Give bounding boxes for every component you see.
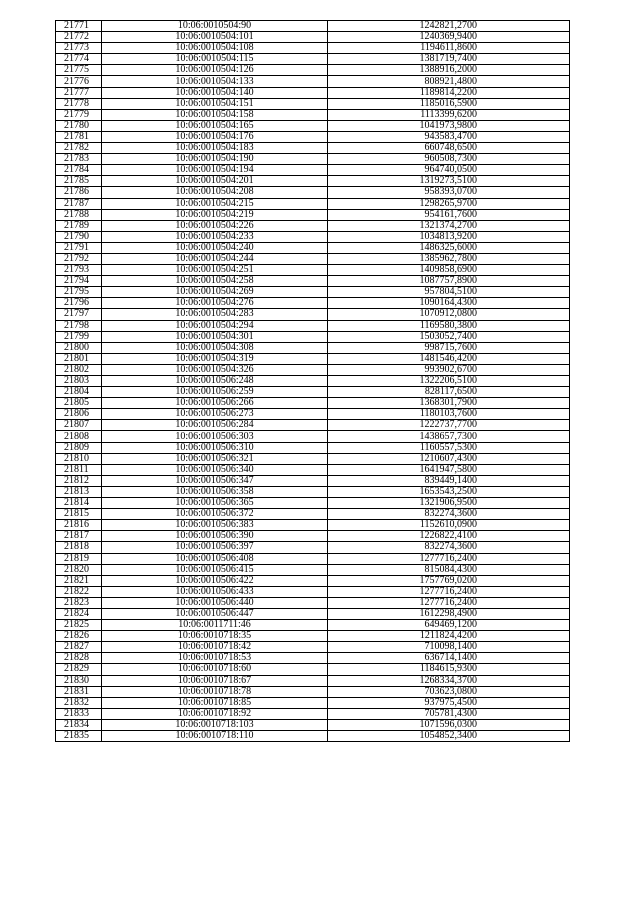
cadastral-number-cell: 10:06:0010506:273 [102,409,328,420]
value-cell: 957804,5100 [328,287,570,298]
value-cell: 1319273,5100 [328,176,570,187]
cadastral-number-cell: 10:06:0010506:347 [102,475,328,486]
cadastral-number-cell: 10:06:0010504:194 [102,165,328,176]
cadastral-number-cell: 10:06:0010504:115 [102,54,328,65]
value-cell: 1071596,0300 [328,719,570,730]
value-cell: 660748,6500 [328,143,570,154]
row-number-cell: 21826 [56,631,102,642]
row-number-cell: 21801 [56,353,102,364]
table-row [56,431,570,442]
row-number-cell: 21825 [56,620,102,631]
table-row [56,131,570,142]
row-number-cell: 21806 [56,409,102,420]
table-row [56,231,570,242]
value-cell: 1222737,7700 [328,420,570,431]
row-number-cell: 21803 [56,376,102,387]
table-row [56,287,570,298]
cadastral-number-cell: 10:06:0010504:251 [102,265,328,276]
row-number-cell: 21812 [56,475,102,486]
cadastral-number-cell: 10:06:0010504:244 [102,253,328,264]
table-row [56,597,570,608]
cadastral-number-cell: 10:06:0010504:158 [102,109,328,120]
table-row [56,209,570,220]
value-cell: 964740,0500 [328,165,570,176]
cadastral-number-cell: 10:06:0010504:90 [102,21,328,32]
value-cell: 1388916,2000 [328,65,570,76]
cadastral-number-cell: 10:06:0010504:183 [102,143,328,154]
cadastral-number-cell: 10:06:0010504:208 [102,187,328,198]
value-cell: 1653543,2500 [328,486,570,497]
table-row [56,442,570,453]
value-cell: 1486325,6000 [328,242,570,253]
value-cell: 1180103,7600 [328,409,570,420]
table-row [56,697,570,708]
row-number-cell: 21780 [56,120,102,131]
cadastral-number-cell: 10:06:0010504:319 [102,353,328,364]
row-number-cell: 21805 [56,398,102,409]
table-row [56,542,570,553]
row-number-cell: 21822 [56,586,102,597]
row-number-cell: 21794 [56,276,102,287]
cadastral-number-cell: 10:06:0010718:78 [102,686,328,697]
data-table [55,20,570,742]
value-cell: 1298265,9700 [328,198,570,209]
cadastral-number-cell: 10:06:0010506:397 [102,542,328,553]
row-number-cell: 21779 [56,109,102,120]
table-row [56,631,570,642]
row-number-cell: 21817 [56,531,102,542]
table-row [56,531,570,542]
table-row [56,486,570,497]
table-row [56,664,570,675]
row-number-cell: 21777 [56,87,102,98]
table-row [56,498,570,509]
table-row [56,342,570,353]
row-number-cell: 21775 [56,65,102,76]
value-cell: 703623,0800 [328,686,570,697]
cadastral-number-cell: 10:06:0010504:126 [102,65,328,76]
cadastral-number-cell: 10:06:0010506:310 [102,442,328,453]
row-number-cell: 21819 [56,553,102,564]
table-row [56,43,570,54]
row-number-cell: 21795 [56,287,102,298]
value-cell: 1041973,9800 [328,120,570,131]
cadastral-number-cell: 10:06:0010504:226 [102,220,328,231]
value-cell: 1152610,0900 [328,520,570,531]
row-number-cell: 21816 [56,520,102,531]
cadastral-number-cell: 10:06:0010718:67 [102,675,328,686]
row-number-cell: 21831 [56,686,102,697]
value-cell: 1211824,4200 [328,631,570,642]
value-cell: 1034813,9200 [328,231,570,242]
row-number-cell: 21833 [56,708,102,719]
cadastral-number-cell: 10:06:0010506:365 [102,498,328,509]
row-number-cell: 21796 [56,298,102,309]
row-number-cell: 21772 [56,32,102,43]
table-row [56,165,570,176]
table-row [56,65,570,76]
row-number-cell: 21818 [56,542,102,553]
table-row [56,309,570,320]
cadastral-number-cell: 10:06:0010504:301 [102,331,328,342]
cadastral-number-cell: 10:06:0010504:308 [102,342,328,353]
table-row [56,642,570,653]
row-number-cell: 21782 [56,143,102,154]
table-row [56,553,570,564]
row-number-cell: 21804 [56,387,102,398]
row-number-cell: 21790 [56,231,102,242]
row-number-cell: 21784 [56,165,102,176]
table-row [56,353,570,364]
value-cell: 1185016,5900 [328,98,570,109]
cadastral-number-cell: 10:06:0010506:248 [102,376,328,387]
row-number-cell: 21800 [56,342,102,353]
table-row [56,143,570,154]
row-number-cell: 21791 [56,242,102,253]
table-row [56,253,570,264]
row-number-cell: 21821 [56,575,102,586]
cadastral-number-cell: 10:06:0010506:266 [102,398,328,409]
value-cell: 705781,4300 [328,708,570,719]
value-cell: 1641947,5800 [328,464,570,475]
row-number-cell: 21813 [56,486,102,497]
cadastral-number-cell: 10:06:0010506:284 [102,420,328,431]
table-row [56,120,570,131]
cadastral-number-cell: 10:06:0010718:53 [102,653,328,664]
value-cell: 828117,6500 [328,387,570,398]
table-row [56,653,570,664]
row-number-cell: 21835 [56,731,102,742]
cadastral-number-cell: 10:06:0010506:340 [102,464,328,475]
row-number-cell: 21774 [56,54,102,65]
cadastral-number-cell: 10:06:0010506:259 [102,387,328,398]
row-number-cell: 21793 [56,265,102,276]
value-cell: 1409858,6900 [328,265,570,276]
cadastral-number-cell: 10:06:0010504:133 [102,76,328,87]
table-row [56,686,570,697]
table-row [56,586,570,597]
cadastral-number-cell: 10:06:0010718:60 [102,664,328,675]
cadastral-number-cell: 10:06:0010506:390 [102,531,328,542]
table-row [56,364,570,375]
value-cell: 636714,1400 [328,653,570,664]
cadastral-number-cell: 10:06:0010504:108 [102,43,328,54]
table-row [56,409,570,420]
table-row [56,154,570,165]
cadastral-number-cell: 10:06:0010506:358 [102,486,328,497]
value-cell: 937975,4500 [328,697,570,708]
table-row [56,276,570,287]
table-row [56,265,570,276]
cadastral-number-cell: 10:06:0010718:42 [102,642,328,653]
row-number-cell: 21829 [56,664,102,675]
row-number-cell: 21811 [56,464,102,475]
value-cell: 1321906,9500 [328,498,570,509]
value-cell: 1368301,7900 [328,398,570,409]
table-row [56,398,570,409]
table-row [56,220,570,231]
value-cell: 815084,4300 [328,564,570,575]
cadastral-number-cell: 10:06:0010504:151 [102,98,328,109]
row-number-cell: 21815 [56,509,102,520]
cadastral-number-cell: 10:06:0010504:269 [102,287,328,298]
row-number-cell: 21798 [56,320,102,331]
value-cell: 1189814,2200 [328,87,570,98]
cadastral-number-cell: 10:06:0010506:447 [102,608,328,619]
table-row [56,731,570,742]
table-row [56,109,570,120]
table-row [56,564,570,575]
table-row [56,575,570,586]
value-cell: 943583,4700 [328,131,570,142]
table-row [56,32,570,43]
value-cell: 1321374,2700 [328,220,570,231]
value-cell: 832274,3600 [328,509,570,520]
value-cell: 1070912,0800 [328,309,570,320]
value-cell: 1194611,8600 [328,43,570,54]
cadastral-number-cell: 10:06:0010506:440 [102,597,328,608]
table-row [56,608,570,619]
value-cell: 1438657,7300 [328,431,570,442]
value-cell: 1113399,6200 [328,109,570,120]
table-row [56,176,570,187]
cadastral-number-cell: 10:06:0010718:92 [102,708,328,719]
cadastral-number-cell: 10:06:0010504:233 [102,231,328,242]
cadastral-number-cell: 10:06:0011711:46 [102,620,328,631]
table-row [56,453,570,464]
cadastral-number-cell: 10:06:0010506:433 [102,586,328,597]
cadastral-number-cell: 10:06:0010506:372 [102,509,328,520]
value-cell: 954161,7600 [328,209,570,220]
cadastral-number-cell: 10:06:0010504:326 [102,364,328,375]
table-row [56,331,570,342]
cadastral-number-cell: 10:06:0010504:240 [102,242,328,253]
row-number-cell: 21809 [56,442,102,453]
row-number-cell: 21785 [56,176,102,187]
row-number-cell: 21781 [56,131,102,142]
row-number-cell: 21786 [56,187,102,198]
value-cell: 1090164,4300 [328,298,570,309]
table-row [56,464,570,475]
value-cell: 1612298,4900 [328,608,570,619]
value-cell: 1226822,4100 [328,531,570,542]
value-cell: 1210607,4300 [328,453,570,464]
table-row [56,509,570,520]
value-cell: 1054852,3400 [328,731,570,742]
cadastral-number-cell: 10:06:0010504:294 [102,320,328,331]
value-cell: 832274,3600 [328,542,570,553]
cadastral-number-cell: 10:06:0010504:101 [102,32,328,43]
cadastral-number-cell: 10:06:0010504:140 [102,87,328,98]
value-cell: 993902,6700 [328,364,570,375]
cadastral-number-cell: 10:06:0010506:415 [102,564,328,575]
value-cell: 958393,0700 [328,187,570,198]
table-row [56,719,570,730]
value-cell: 1240369,9400 [328,32,570,43]
value-cell: 1277716,2400 [328,597,570,608]
value-cell: 1277716,2400 [328,586,570,597]
row-number-cell: 21807 [56,420,102,431]
table-row [56,242,570,253]
table-row [56,320,570,331]
table-row [56,520,570,531]
row-number-cell: 21828 [56,653,102,664]
row-number-cell: 21832 [56,697,102,708]
value-cell: 1481546,4200 [328,353,570,364]
cadastral-number-cell: 10:06:0010506:303 [102,431,328,442]
row-number-cell: 21802 [56,364,102,375]
row-number-cell: 21823 [56,597,102,608]
row-number-cell: 21773 [56,43,102,54]
cadastral-number-cell: 10:06:0010504:283 [102,309,328,320]
table-row [56,187,570,198]
value-cell: 1160557,5300 [328,442,570,453]
row-number-cell: 21808 [56,431,102,442]
row-number-cell: 21827 [56,642,102,653]
value-cell: 808921,4800 [328,76,570,87]
value-cell: 998715,7600 [328,342,570,353]
cadastral-number-cell: 10:06:0010504:165 [102,120,328,131]
row-number-cell: 21776 [56,76,102,87]
row-number-cell: 21783 [56,154,102,165]
value-cell: 1087757,8900 [328,276,570,287]
row-number-cell: 21778 [56,98,102,109]
table-row [56,54,570,65]
table-row [56,298,570,309]
value-cell: 710098,1400 [328,642,570,653]
row-number-cell: 21788 [56,209,102,220]
row-number-cell: 21830 [56,675,102,686]
row-number-cell: 21820 [56,564,102,575]
row-number-cell: 21787 [56,198,102,209]
value-cell: 1184615,9300 [328,664,570,675]
row-number-cell: 21824 [56,608,102,619]
table-row [56,475,570,486]
table-row [56,376,570,387]
value-cell: 1268334,3700 [328,675,570,686]
cadastral-number-cell: 10:06:0010718:85 [102,697,328,708]
value-cell: 1242821,2700 [328,21,570,32]
value-cell: 1757769,0200 [328,575,570,586]
row-number-cell: 21814 [56,498,102,509]
cadastral-number-cell: 10:06:0010506:408 [102,553,328,564]
table-row [56,76,570,87]
cadastral-number-cell: 10:06:0010504:176 [102,131,328,142]
cadastral-number-cell: 10:06:0010506:321 [102,453,328,464]
table-row [56,620,570,631]
value-cell: 1503052,7400 [328,331,570,342]
row-number-cell: 21834 [56,719,102,730]
table-row [56,675,570,686]
row-number-cell: 21789 [56,220,102,231]
cadastral-number-cell: 10:06:0010718:103 [102,719,328,730]
value-cell: 649469,1200 [328,620,570,631]
table-body [56,21,570,742]
cadastral-number-cell: 10:06:0010504:219 [102,209,328,220]
row-number-cell: 21797 [56,309,102,320]
value-cell: 1277716,2400 [328,553,570,564]
value-cell: 1385962,7800 [328,253,570,264]
value-cell: 1169580,3800 [328,320,570,331]
cadastral-number-cell: 10:06:0010506:422 [102,575,328,586]
table-row [56,21,570,32]
cadastral-number-cell: 10:06:0010504:201 [102,176,328,187]
table-row [56,87,570,98]
table-row [56,708,570,719]
value-cell: 1322206,5100 [328,376,570,387]
value-cell: 1381719,7400 [328,54,570,65]
cadastral-number-cell: 10:06:0010504:215 [102,198,328,209]
table-row [56,420,570,431]
cadastral-number-cell: 10:06:0010718:110 [102,731,328,742]
row-number-cell: 21771 [56,21,102,32]
cadastral-number-cell: 10:06:0010504:276 [102,298,328,309]
table-row [56,98,570,109]
row-number-cell: 21792 [56,253,102,264]
row-number-cell: 21799 [56,331,102,342]
table-row [56,387,570,398]
cadastral-number-cell: 10:06:0010506:383 [102,520,328,531]
table-row [56,198,570,209]
value-cell: 839449,1400 [328,475,570,486]
value-cell: 960508,7300 [328,154,570,165]
row-number-cell: 21810 [56,453,102,464]
cadastral-number-cell: 10:06:0010504:190 [102,154,328,165]
cadastral-number-cell: 10:06:0010718:35 [102,631,328,642]
cadastral-number-cell: 10:06:0010504:258 [102,276,328,287]
